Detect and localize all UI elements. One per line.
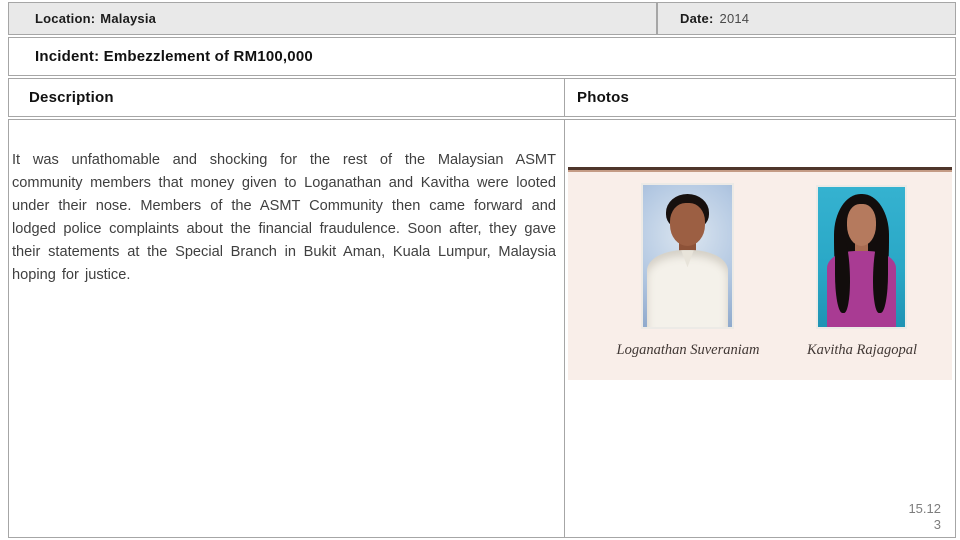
photo-kavitha [816,185,907,329]
photos-figure [565,120,955,537]
description-cell [8,119,565,538]
photos-header: Photos [577,89,630,106]
photos-header-cell [564,78,956,117]
date-value: 2014 [719,11,750,26]
description-header-cell [8,78,565,117]
location-label: Location: [35,11,96,26]
location-field [35,11,156,26]
location-cell [8,2,657,35]
photo-caption: Kavitha Rajagopal [807,342,917,358]
footer-timestamp: 15.12 [908,501,941,516]
photos-cell [564,119,956,538]
location-value: Malaysia [100,11,157,26]
description-text: It was unfathomable and shocking for the rest of the Malaysian ASMT community members that money given to Loganathan and Kavitha were looted under their nose. Members of the ASMT Community then came forward and lodged police complaints about the financial fraudulence. Soon after, they gave their statements at the Special Branch in Bukit Aman, Kuala Lumpur, Malaysia hoping for justice. [12,152,556,283]
portrait-hair-strand [873,235,888,313]
date-field [680,11,749,26]
incident-row [8,37,956,76]
description-header: Description [29,89,114,106]
photo-caption: Loganathan Suveraniam [616,342,760,358]
date-cell [657,2,956,35]
date-label: Date: [680,11,714,26]
portrait-face [670,203,706,246]
photos-panel [568,172,952,380]
slide-footer [908,501,941,533]
photo-loganathan [641,183,734,329]
footer-page-number: 3 [933,517,941,532]
incident-title: Incident: Embezzlement of RM100,000 [35,48,313,65]
portrait-face [847,204,877,246]
